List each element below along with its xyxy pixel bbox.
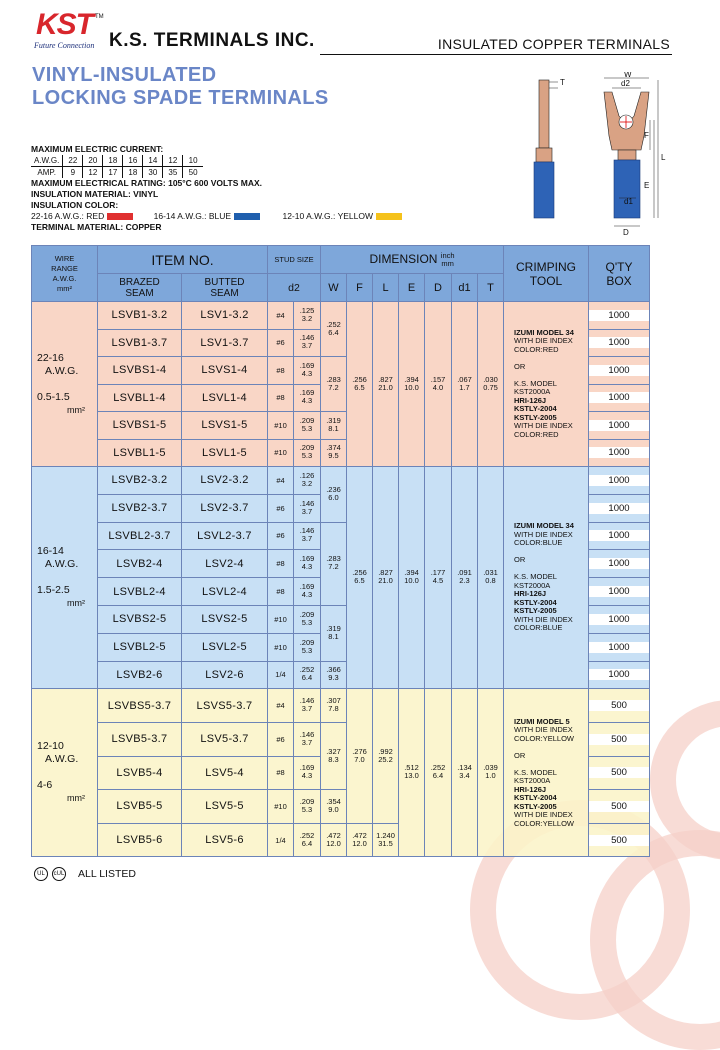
terminal-material: TERMINAL MATERIAL: COPPER [31, 222, 162, 232]
awg-value: 22 [63, 155, 83, 167]
butted-part-number: LSVS1-4 [182, 357, 268, 385]
butted-part-number: LSVL1-5 [182, 439, 268, 467]
w-value: .366 9.3 [321, 661, 347, 689]
d2-value: .209 5.3 [294, 633, 321, 661]
dim-label-d1: d1 [624, 197, 633, 206]
blue-swatch [234, 213, 260, 220]
brazed-part-number: LSVBS1-4 [98, 357, 182, 385]
w-value: .307 7.8 [321, 689, 347, 723]
w-value: .327 8.3 [321, 722, 347, 789]
qty-value: 1000 [589, 302, 650, 330]
stud-size: #6 [268, 722, 294, 756]
insulation-material: INSULATION MATERIAL: VINYL [31, 189, 159, 199]
kst-logo: KST [36, 8, 93, 41]
brazed-part-number: LSVBL1-5 [98, 439, 182, 467]
amp-value: 17 [103, 167, 123, 179]
butted-part-number: LSV5-6 [182, 823, 268, 857]
dim-col-header: T [478, 274, 504, 302]
brazed-part-number: LSVBL2-4 [98, 578, 182, 606]
t-value: .030 0.75 [478, 302, 504, 467]
brazed-part-number: LSVB5-3.7 [98, 722, 182, 756]
t-value: .039 1.0 [478, 689, 504, 857]
qty-value: 1000 [589, 467, 650, 495]
w-value: .354 9.0 [321, 790, 347, 824]
dim-label-t: T [560, 78, 565, 87]
butted-part-number: LSVL2-3.7 [182, 522, 268, 550]
brazed-part-number: LSVBL2-3.7 [98, 522, 182, 550]
wire-range-cell: 12-10 A.W.G. 4-6 mm² [32, 689, 98, 857]
product-category: INSULATED COPPER TERMINALS [437, 36, 670, 52]
d1-value: .067 1.7 [452, 302, 478, 467]
f-value: .472 12.0 [347, 823, 373, 857]
dim-label-e: E [644, 181, 650, 190]
dim-label-w: W [624, 72, 632, 79]
qty-value: 1000 [589, 633, 650, 661]
awg-value: 14 [143, 155, 163, 167]
e-value: .394 10.0 [399, 467, 425, 689]
diagram-side-sleeve [534, 162, 554, 218]
insulation-colors [31, 211, 402, 222]
listed-text: ALL LISTED [78, 868, 136, 880]
d2-value: .169 4.3 [294, 756, 321, 790]
butted-part-number: LSVS2-5 [182, 605, 268, 633]
stud-size-header: STUD SIZE [268, 246, 321, 274]
color-blue-label: 16-14 A.W.G.: BLUE [153, 211, 232, 221]
stud-size: 1/4 [268, 823, 294, 857]
table-row [32, 302, 650, 330]
stud-size: 1/4 [268, 661, 294, 689]
d2-value: .146 3.7 [294, 522, 321, 550]
insulation-color-label: INSULATION COLOR: [31, 200, 119, 210]
amp-value: 9 [63, 167, 83, 179]
amp-value: 50 [188, 168, 198, 177]
brazed-part-number: LSVB5-5 [98, 790, 182, 824]
wire-range-cell: 16-14 A.W.G. 1.5-2.5 mm² [32, 467, 98, 689]
awg-value: 18 [103, 155, 123, 167]
d2-value: .146 3.7 [294, 689, 321, 723]
brazed-part-number: LSVB2-4 [98, 550, 182, 578]
butted-part-number: LSV2-3.7 [182, 494, 268, 522]
d2-header: d2 [268, 274, 321, 302]
butted-part-number: LSV5-4 [182, 756, 268, 790]
qty-value: 500 [589, 756, 650, 790]
awg-value: 16 [123, 155, 143, 167]
diagram-sleeve [614, 160, 640, 218]
stud-size: #8 [268, 550, 294, 578]
dim-col-header: D [425, 274, 452, 302]
awg-value: 12 [163, 155, 183, 167]
amp-label: AMP. [31, 167, 63, 179]
d1-value: .091 2.3 [452, 467, 478, 689]
crimping-tool-cell: IZUMI MODEL 34 WITH DIE INDEX COLOR:RED OR K.S. MODEL KST2000A HRI-126J KSTLY-2004 KSTLY-2005 WITH DIE INDEX COLOR:RED [504, 302, 589, 467]
amp-value: 12 [83, 167, 103, 179]
stud-size: #8 [268, 384, 294, 412]
qty-value: 1000 [589, 550, 650, 578]
crimping-tool-header: CRIMPING TOOL [504, 246, 589, 302]
color-yellow-label: 12-10 A.W.G.: YELLOW [282, 211, 374, 221]
butted-part-number: LSVL2-5 [182, 633, 268, 661]
butted-part-number: LSV2-3.2 [182, 467, 268, 495]
l-value: .992 25.2 [373, 689, 399, 823]
butted-part-number: LSV1-3.7 [182, 329, 268, 357]
stud-size: #10 [268, 633, 294, 661]
l-value: .827 21.0 [373, 467, 399, 689]
stud-size: #6 [268, 329, 294, 357]
yellow-swatch [376, 213, 402, 220]
current-table [31, 155, 203, 178]
page-header [0, 0, 720, 56]
stud-size: #8 [268, 357, 294, 385]
qty-value: 1000 [589, 384, 650, 412]
qty-value: 1000 [589, 329, 650, 357]
qty-value: 500 [589, 790, 650, 824]
crimping-tool-cell: IZUMI MODEL 34 WITH DIE INDEX COLOR:BLUE OR K.S. MODEL KST2000A HRI-126J KSTLY-2004 KSTLY-2005 WITH DIE INDEX COLOR:BLUE [504, 467, 589, 689]
amp-value: 30 [143, 167, 163, 179]
trademark-mark: TM [95, 14, 104, 20]
qty-value: 1000 [589, 522, 650, 550]
dim-label-d2: d2 [621, 79, 630, 88]
stud-size: #6 [268, 494, 294, 522]
d2-value: .146 3.7 [294, 722, 321, 756]
qty-value: 500 [589, 722, 650, 756]
w-value: .319 8.1 [321, 605, 347, 661]
title-line-1: VINYL-INSULATED [32, 64, 217, 86]
qty-value: 1000 [589, 412, 650, 440]
qty-header: Q'TY BOX [589, 246, 650, 302]
qty-value: 1000 [589, 578, 650, 606]
d2-value: .169 4.3 [294, 578, 321, 606]
stud-size: #6 [268, 522, 294, 550]
butted-part-number: LSV1-3.2 [182, 302, 268, 330]
ul-mark-icon: UL [34, 867, 48, 881]
awg-value: 10 [183, 155, 203, 167]
butted-part-number: LSV2-4 [182, 550, 268, 578]
d2-value: .209 5.3 [294, 439, 321, 467]
brazed-seam-header: BRAZED SEAM [98, 274, 182, 302]
terminal-diagram [520, 72, 690, 240]
brazed-part-number: LSVBL2-5 [98, 633, 182, 661]
d-value: .157 4.0 [425, 302, 452, 467]
d2-value: .252 6.4 [294, 661, 321, 689]
specifications [31, 144, 402, 233]
w-value: .252 6.4 [321, 302, 347, 357]
l-value: .827 21.0 [373, 302, 399, 467]
logo-tagline: Future Connection [34, 41, 95, 50]
wire-range-header: WIRE RANGE A.W.G. mm² [32, 246, 98, 302]
cul-mark-icon: cUL [52, 867, 66, 881]
d2-value: .209 5.3 [294, 605, 321, 633]
d2-value: .125 3.2 [294, 302, 321, 330]
stud-size: #4 [268, 302, 294, 330]
diagram-barrel [618, 150, 636, 160]
stud-size: #10 [268, 605, 294, 633]
w-value: .236 6.0 [321, 467, 347, 523]
brazed-part-number: LSVB2-3.7 [98, 494, 182, 522]
w-value: .283 7.2 [321, 522, 347, 605]
company-name: K.S. TERMINALS INC. [109, 30, 315, 51]
e-value: .394 10.0 [399, 302, 425, 467]
stud-size: #10 [268, 412, 294, 440]
item-no-header: ITEM NO. [98, 246, 268, 274]
butted-seam-header: BUTTED SEAM [182, 274, 268, 302]
dim-col-header: F [347, 274, 373, 302]
butted-part-number: LSV5-3.7 [182, 722, 268, 756]
brazed-part-number: LSVBL1-4 [98, 384, 182, 412]
d2-value: .169 4.3 [294, 384, 321, 412]
brazed-part-number: LSVB2-6 [98, 661, 182, 689]
dim-col-header: d1 [452, 274, 478, 302]
amp-value: 18 [123, 167, 143, 179]
qty-value: 1000 [589, 439, 650, 467]
butted-part-number: LSV5-5 [182, 790, 268, 824]
diagram-side-barrel [536, 148, 552, 162]
e-value: .512 13.0 [399, 689, 425, 857]
d1-value: .134 3.4 [452, 689, 478, 857]
stud-size: #10 [268, 790, 294, 824]
brazed-part-number: LSVB1-3.2 [98, 302, 182, 330]
butted-part-number: LSVL1-4 [182, 384, 268, 412]
table-row [32, 467, 650, 495]
brazed-part-number: LSVB1-3.7 [98, 329, 182, 357]
stud-size: #8 [268, 578, 294, 606]
red-swatch [107, 213, 133, 220]
dimension-header: DIMENSION inch mm [321, 246, 504, 274]
f-value: .276 7.0 [347, 689, 373, 823]
d2-value: .252 6.4 [294, 823, 321, 857]
d2-value: .209 5.3 [294, 412, 321, 440]
d2-value: .209 5.3 [294, 790, 321, 824]
butted-part-number: LSVS1-5 [182, 412, 268, 440]
dim-col-header: L [373, 274, 399, 302]
qty-value: 500 [589, 823, 650, 857]
d2-value: .146 3.7 [294, 494, 321, 522]
certification-footer [34, 867, 136, 881]
dim-label-l: L [661, 153, 666, 162]
d-value: .177 4.5 [425, 467, 452, 689]
title-line-2: LOCKING SPADE TERMINALS [32, 87, 329, 109]
stud-size: #8 [268, 756, 294, 790]
wire-range-cell: 22-16 A.W.G. 0.5-1.5 mm² [32, 302, 98, 467]
diagram-side-tongue [539, 80, 549, 148]
awg-label: A.W.G. [31, 155, 63, 167]
butted-part-number: LSV2-6 [182, 661, 268, 689]
f-value: .256 6.5 [347, 302, 373, 467]
header-divider [320, 54, 672, 55]
qty-value: 500 [589, 689, 650, 723]
d2-value: .169 4.3 [294, 357, 321, 385]
butted-part-number: LSVS5-3.7 [182, 689, 268, 723]
stud-size: #4 [268, 467, 294, 495]
qty-value: 1000 [589, 661, 650, 689]
stud-size: #4 [268, 689, 294, 723]
w-value: .319 8.1 [321, 412, 347, 440]
w-value: .374 9.5 [321, 439, 347, 467]
crimping-tool-cell: IZUMI MODEL 5 WITH DIE INDEX COLOR:YELLOW OR K.S. MODEL KST2000A HRI-126J KSTLY-2004 KSTLY-2005 WITH DIE INDEX COLOR:YELLOW [504, 689, 589, 857]
spec-table [31, 245, 650, 857]
butted-part-number: LSVL2-4 [182, 578, 268, 606]
w-value: .472 12.0 [321, 823, 347, 857]
qty-value: 1000 [589, 605, 650, 633]
dim-col-header: W [321, 274, 347, 302]
d2-value: .126 3.2 [294, 467, 321, 495]
w-value: .283 7.2 [321, 357, 347, 412]
qty-value: 1000 [589, 494, 650, 522]
awg-value: 20 [83, 155, 103, 167]
dim-col-header: E [399, 274, 425, 302]
d2-value: .146 3.7 [294, 329, 321, 357]
brazed-part-number: LSVBS1-5 [98, 412, 182, 440]
table-row [32, 689, 650, 723]
color-red-label: 22-16 A.W.G.: RED [31, 211, 105, 221]
qty-value: 1000 [589, 357, 650, 385]
l-value: 1.240 31.5 [373, 823, 399, 857]
brazed-part-number: LSVB2-3.2 [98, 467, 182, 495]
d-value: .252 6.4 [425, 689, 452, 857]
brazed-part-number: LSVB5-6 [98, 823, 182, 857]
d2-value: .169 4.3 [294, 550, 321, 578]
stud-size: #10 [268, 439, 294, 467]
f-value: .256 6.5 [347, 467, 373, 689]
page-title [32, 64, 329, 110]
dim-label-f: F [644, 131, 649, 140]
brazed-part-number: LSVBS5-3.7 [98, 689, 182, 723]
current-label: MAXIMUM ELECTRIC CURRENT: [31, 144, 164, 154]
dim-label-d: D [623, 228, 629, 237]
t-value: .031 0.8 [478, 467, 504, 689]
brazed-part-number: LSVB5-4 [98, 756, 182, 790]
amp-value: 35 [163, 167, 183, 179]
brazed-part-number: LSVBS2-5 [98, 605, 182, 633]
electrical-rating: MAXIMUM ELECTRICAL RATING: 105°C 600 VOLTS MAX. [31, 178, 263, 188]
